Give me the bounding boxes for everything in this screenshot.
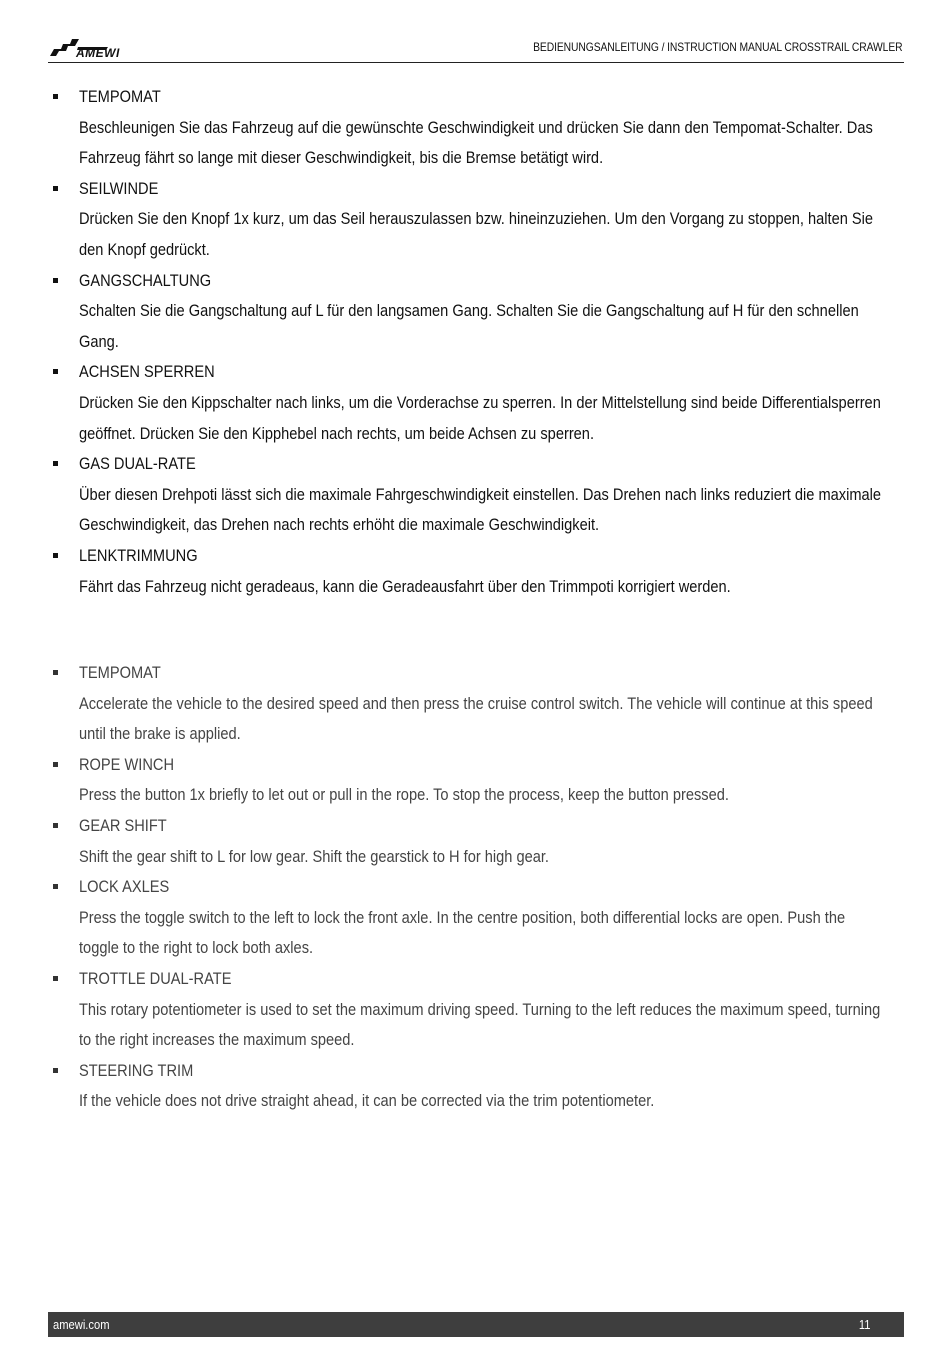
- list-item: [48, 174, 898, 266]
- list-item: [48, 964, 898, 1056]
- bullet-icon: [53, 94, 58, 99]
- manual-title: BEDIENUNGSANLEITUNG / INSTRUCTION MANUAL CROSSTRAIL CRAWLER: [532, 40, 902, 54]
- item-text: Press the button 1x briefly to let out or pull in the rope. To stop the process, keep the button pressed.: [79, 785, 729, 805]
- list-item: [48, 541, 898, 602]
- page-header: [48, 34, 904, 63]
- german-section: [48, 82, 898, 602]
- item-title: ACHSEN SPERREN: [79, 362, 215, 382]
- bullet-icon: [53, 461, 58, 466]
- website-link[interactable]: amewi.com: [53, 1317, 110, 1332]
- bullet-icon: [53, 884, 58, 889]
- bullet-icon: [53, 278, 58, 283]
- item-title: ROPE WINCH: [79, 754, 175, 774]
- item-title: LENKTRIMMUNG: [79, 545, 198, 565]
- item-text: Shift the gear shift to L for low gear. Shift the gearstick to H for high gear.: [79, 846, 549, 866]
- item-text: Press the toggle switch to the left to lock the front axle. In the centre position, both differential locks are open. Push the toggle to the right to lock both axles.: [79, 907, 846, 958]
- page-content: [48, 82, 898, 1117]
- item-title: TEMPOMAT: [79, 87, 161, 106]
- bullet-icon: [53, 1068, 58, 1073]
- item-title: LOCK AXLES: [79, 877, 170, 897]
- item-text: Drücken Sie den Kippschalter nach links, um die Vorderachse zu sperren. In der Mittelstellung sind beide Differentialsperren geöffnet. Drücken Sie den Kipphebel nach rechts, um beide Achsen zu sperren.: [79, 392, 881, 443]
- list-item: [48, 449, 898, 541]
- item-text: If the vehicle does not drive straight ahead, it can be corrected via the trim potentiometer.: [79, 1091, 655, 1111]
- amewi-logo: [48, 36, 140, 58]
- bullet-icon: [53, 976, 58, 981]
- item-text: Drücken Sie den Knopf 1x kurz, um das Seil herauszulassen bzw. hineinzuziehen. Um den Vorgang zu stoppen, halten Sie den Knopf gedrückt.: [79, 209, 874, 259]
- item-text: This rotary potentiometer is used to set the maximum driving speed. Turning to the left reduces the maximum speed, turning to the right increases the maximum speed.: [79, 999, 881, 1050]
- item-title: STEERING TRIM: [79, 1060, 194, 1080]
- item-title: GANGSCHALTUNG: [79, 270, 212, 290]
- bullet-icon: [53, 762, 58, 767]
- item-text: Beschleunigen Sie das Fahrzeug auf die gewünschte Geschwindigkeit und drücken Sie dann den Tempomat-Schalter. Das Fahrzeug fährt so lange mit dieser Geschwindigkeit, bis die Bremse betätigt wird.: [79, 117, 873, 168]
- list-item: [48, 357, 898, 449]
- item-text: Über diesen Drehpoti lässt sich die maximale Fahrgeschwindigkeit einstellen. Das Drehen nach links reduziert die maximale Geschwindigkeit, das Drehen nach rechts erhöht die maximale Geschwindigkeit.: [79, 484, 882, 535]
- bullet-icon: [53, 670, 58, 675]
- item-text: Schalten Sie die Gangschaltung auf L für den langsamen Gang. Schalten Sie die Gangschaltung auf H für den schnellen Gang.: [79, 301, 859, 351]
- list-item: [48, 82, 898, 174]
- list-item: [48, 658, 898, 750]
- item-title: SEILWINDE: [79, 178, 159, 198]
- list-item: [48, 872, 898, 964]
- bullet-icon: [53, 553, 58, 558]
- list-item: [48, 266, 898, 358]
- page-footer: [48, 1312, 904, 1337]
- item-text: Fährt das Fahrzeug nicht geradeaus, kann die Geradeausfahrt über den Trimmpoti korrigiert werden.: [79, 576, 731, 596]
- page-number: 11: [858, 1317, 870, 1332]
- item-title: GAS DUAL-RATE: [79, 454, 196, 474]
- svg-text:AMEWI: AMEWI: [76, 46, 120, 58]
- item-text: Accelerate the vehicle to the desired speed and then press the cruise control switch. The vehicle will continue at this speed until the brake is applied.: [79, 693, 873, 744]
- bullet-icon: [53, 369, 58, 374]
- list-item: [48, 1056, 898, 1117]
- item-title: GEAR SHIFT: [79, 816, 167, 836]
- english-section: [48, 658, 898, 1117]
- item-title: TROTTLE DUAL-RATE: [79, 969, 232, 989]
- item-title: TEMPOMAT: [79, 663, 161, 683]
- bullet-icon: [53, 823, 58, 828]
- list-item: [48, 811, 898, 872]
- bullet-icon: [53, 186, 58, 191]
- list-item: [48, 750, 898, 811]
